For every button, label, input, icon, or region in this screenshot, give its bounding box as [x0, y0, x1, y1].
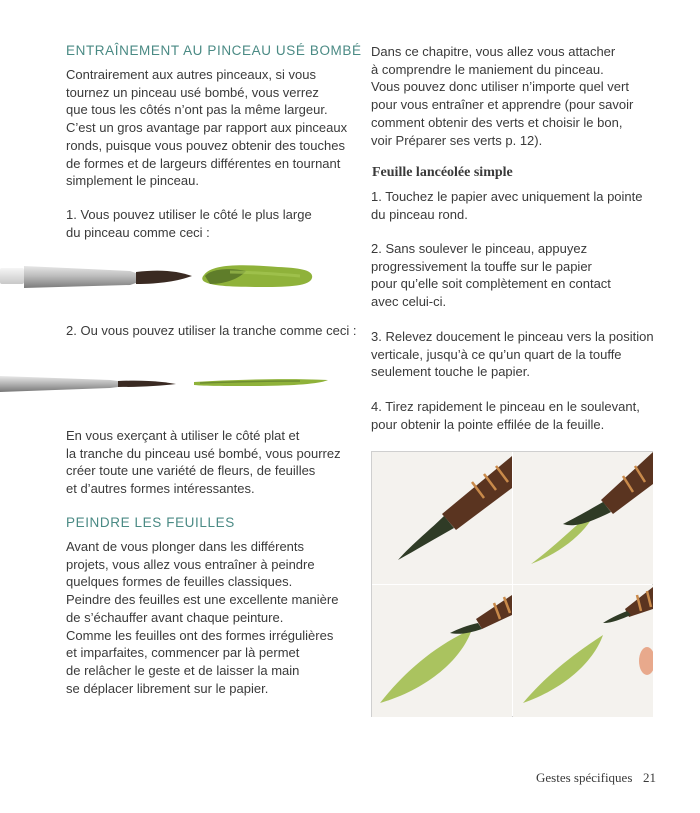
photo-step-4 [513, 585, 653, 717]
text-line: et imparfaites, commencer par là permet [66, 645, 300, 661]
leaf-steps-photo-grid [371, 451, 653, 717]
text-line: Comme les feuilles ont des formes irrégulières [66, 627, 334, 643]
text-line: 4. Tirez rapidement le pinceau en le soulevant, [371, 399, 640, 414]
text-line: Avant de vous plonger dans les différents [66, 539, 305, 554]
text-line: Dans ce chapitre, vous allez vous attacher [371, 44, 616, 59]
page-number: 21 [643, 770, 656, 785]
text-line: se déplacer librement sur le papier. [66, 680, 269, 696]
leaf-step-3 [371, 328, 661, 381]
wide-brush-illustration [0, 254, 330, 302]
text-line: 2. Ou vous pouvez utiliser la tranche comme ceci : [66, 323, 357, 338]
text-line: simplement le pinceau. [66, 173, 199, 189]
text-line: Vous pouvez donc utiliser n’importe quel vert [371, 79, 629, 95]
text-line: 2. Sans soulever le pinceau, appuyez [371, 241, 588, 256]
section-heading-peindre: PEINDRE LES FEUILLES [66, 515, 235, 530]
text-line: pour vous entraîner et apprendre (pour savoir [371, 97, 634, 113]
intro-paragraph [66, 66, 356, 190]
photo-step-2 [513, 452, 653, 584]
text-line: verticale, jusqu’à ce qu’un quart de la touffe [371, 346, 622, 362]
leaves-paragraph [66, 538, 356, 697]
text-line: pour qu’elle soit complètement en contact [371, 276, 611, 292]
text-line: progressivement la touffe sur le papier [371, 258, 592, 274]
text-line: du pinceau rond. [371, 206, 468, 222]
text-line: Peindre des feuilles est une excellente manière [66, 592, 339, 608]
text-line: 1. Vous pouvez utiliser le côté le plus large [66, 207, 312, 222]
text-line: avec celui-ci. [371, 294, 447, 310]
text-line: que tous les côtés n’ont pas la même largeur. [66, 102, 328, 118]
leaf-step-4 [371, 398, 661, 433]
step-edge [66, 322, 356, 340]
text-line: voir Préparer ses verts p. 12). [371, 132, 543, 148]
step-wide-side [66, 206, 356, 241]
text-line: C’est un gros avantage par rapport aux pinceaux [66, 120, 348, 136]
text-line: à comprendre le maniement du pinceau. [371, 61, 604, 77]
text-line: seulement touche le papier. [371, 364, 530, 380]
text-line: de formes et de largeurs différentes en tournant [66, 155, 341, 171]
edge-brush-illustration [0, 366, 340, 400]
text-line: tournez un pinceau usé bombé, vous verrez [66, 84, 319, 100]
leaf-step-2 [371, 240, 661, 311]
text-line: de s’échauffer avant chaque peinture. [66, 609, 284, 625]
photo-step-1 [372, 452, 512, 584]
text-line: pour obtenir la pointe effilée de la feuille. [371, 416, 605, 432]
leaf-step-1 [371, 188, 661, 223]
text-line: la tranche du pinceau usé bombé, vous pourrez [66, 445, 341, 461]
text-line: comment obtenir des verts et choisir le bon, [371, 114, 623, 130]
text-line: quelques formes de feuilles classiques. [66, 574, 293, 590]
text-line: 3. Relevez doucement le pinceau vers la position [371, 329, 654, 344]
section-heading-entrainement: ENTRAÎNEMENT AU PINCEAU USÉ BOMBÉ [66, 43, 362, 58]
subheading-feuille-lanceolee: Feuille lancéolée simple [372, 165, 513, 180]
text-line: Contrairement aux autres pinceaux, si vous [66, 67, 317, 82]
text-line: projets, vous allez vous entraîner à peindre [66, 556, 315, 572]
text-line: du pinceau comme ceci : [66, 224, 210, 240]
text-line: En vous exerçant à utiliser le côté plat et [66, 428, 300, 443]
text-line: créer toute une variété de fleurs, de feuilles [66, 463, 316, 479]
running-footer-section: Gestes spécifiques [536, 770, 633, 785]
text-line: et d’autres formes intéressantes. [66, 481, 255, 497]
chapter-intro-paragraph [371, 43, 661, 149]
text-line: ronds, puisque vous pouvez obtenir des touches [66, 137, 345, 153]
photo-step-3 [372, 585, 512, 717]
practice-paragraph [66, 427, 356, 498]
text-line: 1. Touchez le papier avec uniquement la pointe [371, 189, 643, 204]
text-line: de relâcher le geste et de laisser la main [66, 662, 300, 678]
